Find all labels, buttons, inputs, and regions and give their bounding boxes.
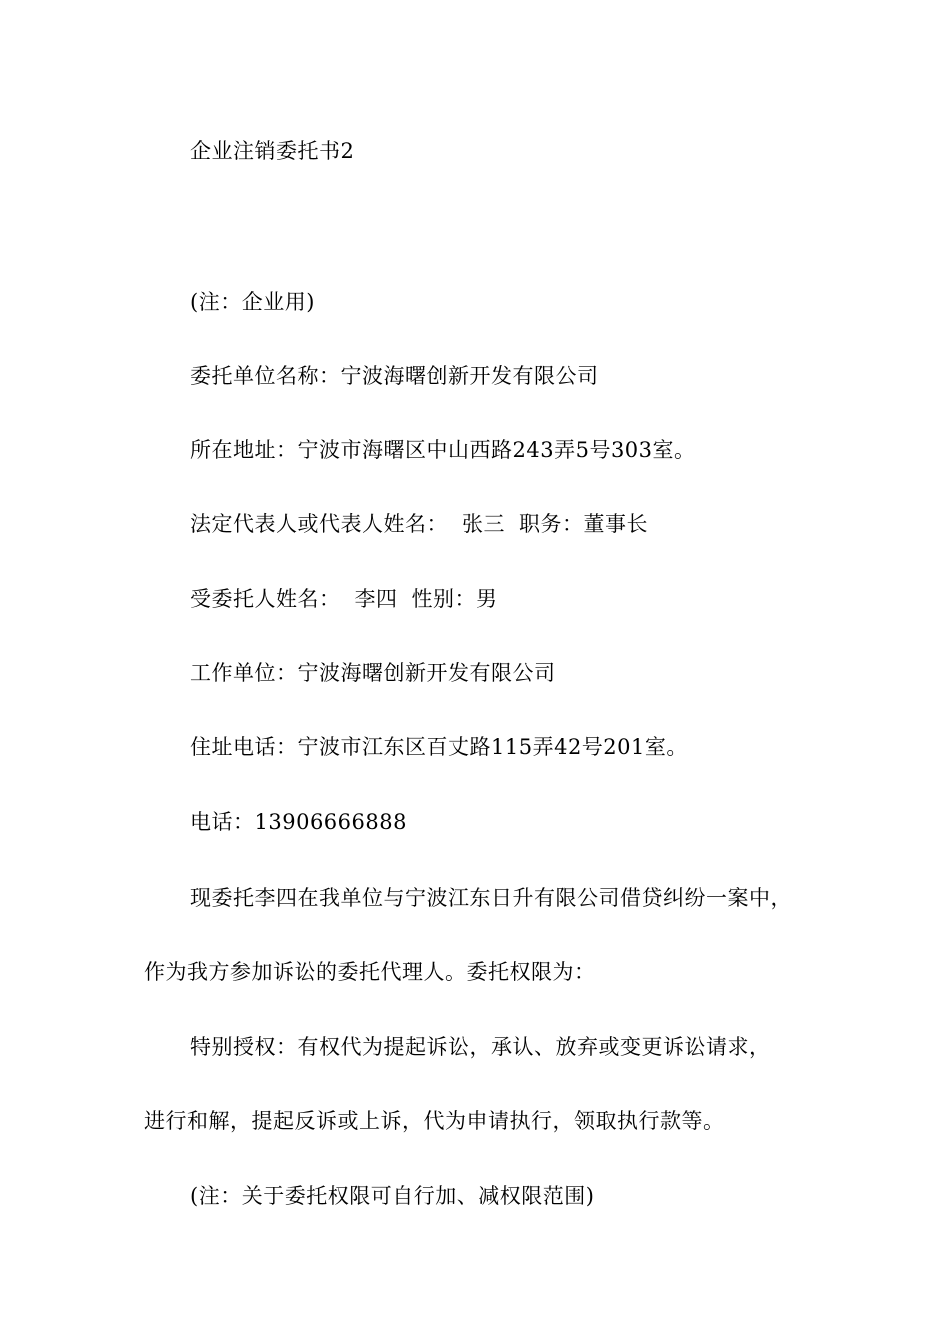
agent-gender: 性别：男 [411, 587, 498, 611]
agent-line [190, 585, 498, 613]
paragraph-authority-line-1: 特别授权：有权代为提起诉讼，承认、放弃或变更诉讼请求， [190, 1035, 771, 1059]
document-title: 企业注销委托书2 [190, 139, 355, 163]
note-enterprise-use: (注：企业用) [190, 290, 315, 314]
agent-name: 李四 [354, 587, 398, 611]
client-address: 所在地址：宁波市海曙区中山西路243弄5号303室。 [190, 438, 696, 462]
paragraph-authority-line-2: 进行和解，提起反诉或上诉，代为申请执行，领取执行款等。 [144, 1109, 725, 1133]
residence-phone: 住址电话：宁波市江东区百丈路115弄42号201室。 [190, 735, 688, 759]
legal-representative-line [190, 510, 648, 538]
legal-rep-position: 职务：董事长 [519, 512, 648, 536]
paragraph-entrust-line-2: 作为我方参加诉讼的委托代理人。委托权限为： [144, 960, 596, 984]
work-unit: 工作单位：宁波海曙创新开发有限公司 [190, 661, 556, 685]
client-name: 委托单位名称：宁波海曙创新开发有限公司 [190, 364, 599, 388]
legal-rep-label: 法定代表人或代表人姓名： [190, 512, 448, 536]
agent-label: 受委托人姓名： [190, 587, 341, 611]
legal-rep-name: 张三 [462, 512, 505, 536]
note-authority-scope: (注：关于委托权限可自行加、减权限范围) [190, 1184, 595, 1208]
phone-number: 电话：13906666888 [190, 810, 407, 834]
paragraph-entrust-line-1: 现委托李四在我单位与宁波江东日升有限公司借贷纠纷一案中， [190, 886, 792, 910]
